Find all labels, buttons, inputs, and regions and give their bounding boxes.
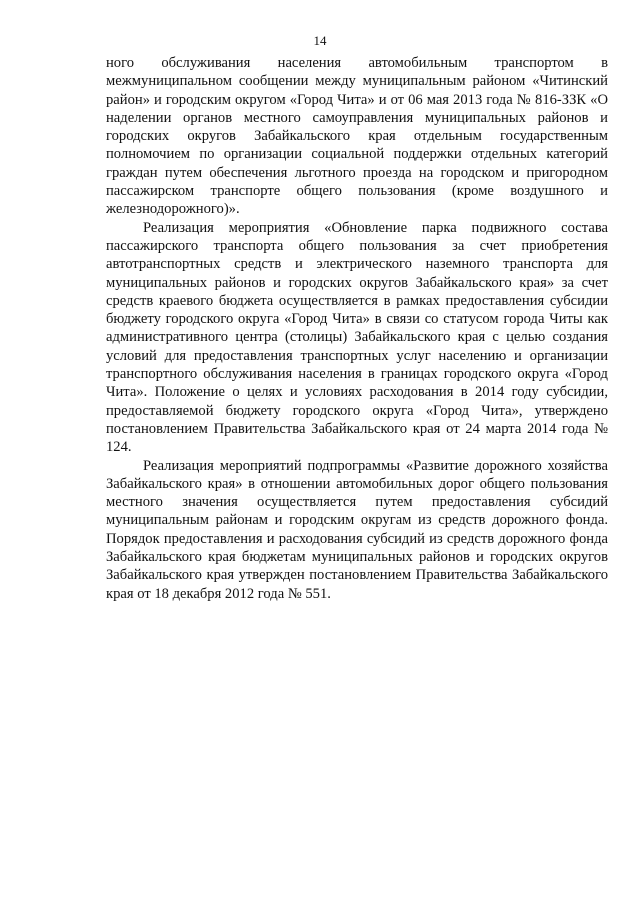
paragraph-fleet-renewal: Реализация мероприятия «Обновление парка подвижного состава пассажирского транспорта общего пользования за счет приобретения автотранспортных средств и электрического наземного транспорта для муниципальных районов и городских округов Забайкальского края» за счет средств краевого бюджета осуществляется в рамках предоставления субсидии бюджету городского округа «Город Чита» в связи со статусом города Читы как административного центра (столицы) Забайкальского края с целью создания условий для предоставления транспортных услуг населению и организации транспортного обслуживания населения в границах городского округа «Город Чита». Положение о целях и условиях расходования в 2014 году субсидии, предоставляемой бюджету городского округа «Город Чита», утверждено постановлением Правительства Забайкальского края от 24 марта 2014 года № 124. bbox=[106, 219, 608, 456]
paragraph-road-subsidies: Реализация мероприятий подпрограммы «Развитие дорожного хозяйства Забайкальского края» в отношении автомобильных дорог общего пользования местного значения осуществляется путем предоставления субсидий муниципальным районам и городским округам из средств дорожного фонда. Порядок предоставления и расходования субсидий из средств дорожного фонда Забайкальского края бюджетам муниципальных районов и городских округов Забайкальского края утвержден постановлением Правительства Забайкальского края от 18 декабря 2012 года № 551. bbox=[106, 457, 608, 602]
paragraph-continuation: ного обслуживания населения автомобильным транспортом в межмуниципальном сообщении между муниципальным районом «Читинский район» и городским округом «Город Чита» и от 06 мая 2013 года № 816-ЗЗК «О наделении органов местного самоуправления муниципальных районов и городских округов Забайкальского края отдельным государственным полномочием по организации социальной поддержки отдельных категорий граждан путем обеспечения льготного проезда на городском и пригородном пассажирском транспорте общего пользования (кроме воздушного и железнодорожного)». bbox=[106, 55, 608, 218]
page-number: 14 bbox=[313, 33, 327, 48]
document-body bbox=[106, 54, 608, 603]
